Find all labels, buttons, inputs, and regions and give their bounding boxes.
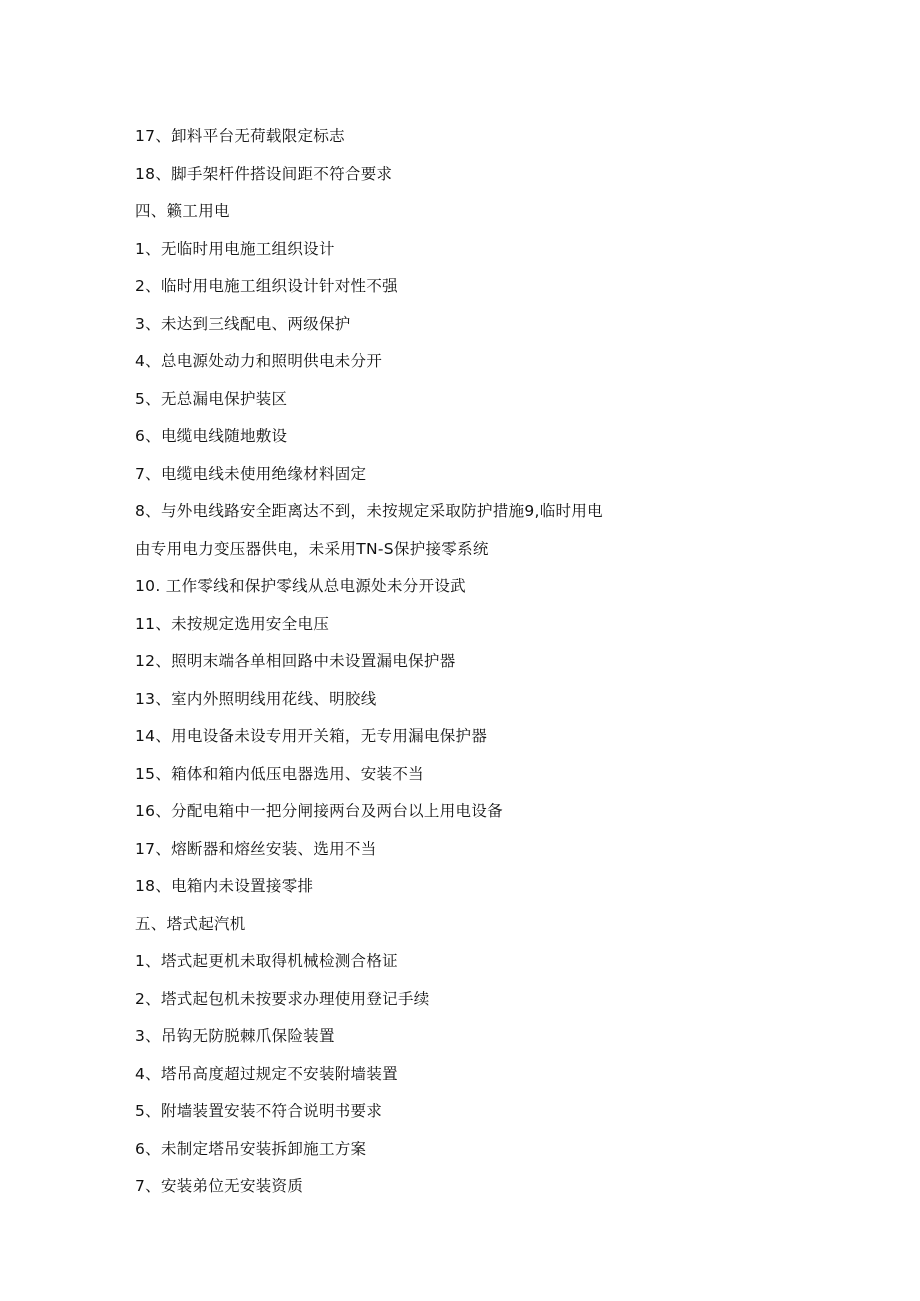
- text-line: 11、未按规定选用安全电压: [135, 614, 330, 633]
- text-line: 16、分配电箱中一把分闸接两台及两台以上用电设备: [135, 802, 503, 820]
- text-line: 由专用电力变压器供电，未采用TN-S保护接零系统: [135, 539, 489, 558]
- text-line: 17、熔断器和熔丝安装、选用不当: [135, 839, 377, 858]
- text-line: 6、电缆电线随地敷设: [135, 427, 288, 445]
- text-line: 18、脚手架杆件搭设间距不符合要求: [135, 164, 393, 183]
- text-line: 12、照明末端各单相回路中未设置漏电保护器: [135, 652, 456, 670]
- text-line: 10. 工作零线和保护零线从总电源处未分开设武: [135, 577, 466, 595]
- text-line: 7、安装弟位无安装资质: [135, 1177, 304, 1195]
- text-line: 18、电箱内未设置接零排: [135, 877, 314, 895]
- text-line: 17、卸料平台无荷载限定标志: [135, 127, 345, 145]
- text-line: 2、塔式起包机未按要求办理使用登记手续: [135, 989, 430, 1008]
- text-line: 2、临时用电施工组织设计针对性不强: [135, 277, 398, 295]
- text-line: 4、塔吊高度超过规定不安装附墙装置: [135, 1064, 398, 1083]
- text-line: 5、附墙装置安装不符合说明书要求: [135, 1102, 383, 1120]
- text-line: 1、无临时用电施工组织设计: [135, 239, 335, 258]
- text-line: 8、与外电线路安全距离达不到，未按规定采取防护措施9,临时用电: [135, 502, 603, 520]
- text-line: 7、电缆电线未使用绝缘材料固定: [135, 464, 367, 483]
- document-body: [135, 122, 695, 1210]
- text-line: 15、箱体和箱内低压电器选用、安装不当: [135, 764, 424, 783]
- text-line: 5、无总漏电保护装区: [135, 389, 288, 408]
- text-line: 4、总电源处动力和照明供电未分开: [135, 352, 383, 370]
- text-line: 6、未制定塔吊安装拆卸施工方案: [135, 1139, 367, 1158]
- text-line: 1、塔式起更机未取得机械检测合格证: [135, 952, 398, 970]
- text-line: 14、用电设备未设专用开关箱，无专用漏电保护器: [135, 727, 488, 745]
- text-line: 13、室内外照明线用花线、明胶线: [135, 689, 377, 708]
- text-line: 3、吊钩无防脱棘爪保险装置: [135, 1027, 335, 1045]
- text-line: 3、未达到三线配电、两级保护: [135, 314, 351, 333]
- section-heading: 五、塔式起汽机: [135, 914, 246, 933]
- section-heading: 四、籁工用电: [135, 202, 230, 220]
